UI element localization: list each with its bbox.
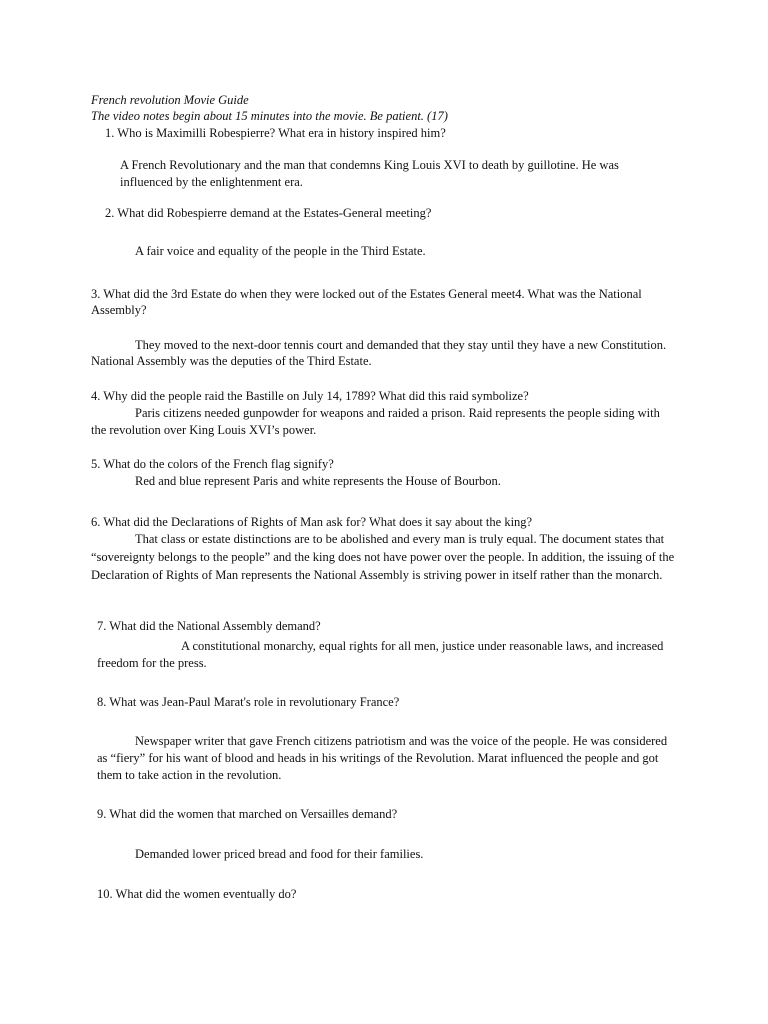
- answer-8-line-1: Newspaper writer that gave French citizens patriotism and was the voice of the people. He was considered: [135, 734, 668, 748]
- answer-3-line-2: National Assembly was the deputies of the Third Estate.: [91, 354, 372, 368]
- answer-7-line-1: A constitutional monarchy, equal rights for all men, justice under reasonable laws, and increased: [181, 639, 664, 653]
- answer-9-line-1: Demanded lower priced bread and food for their families.: [135, 847, 424, 861]
- answer-6-line-1: That class or estate distinctions are to be abolished and every man is truly equal. The document states that: [135, 532, 665, 546]
- answer-3-line-1: They moved to the next-door tennis court and demanded that they stay until they have a new Constitution.: [135, 338, 667, 352]
- answer-8-line-2: as “fiery” for his want of blood and heads in his writings of the Revolution. Marat influenced the people and got: [97, 751, 659, 765]
- answer-4-line-2: the revolution over King Louis XVI’s power.: [91, 423, 317, 437]
- question-3-line-1: 3. What did the 3rd Estate do when they were locked out of the Estates General meet4. What was the National: [91, 287, 642, 301]
- question-8: 8. What was Jean-Paul Marat's role in revolutionary France?: [97, 695, 400, 709]
- question-3-line-2: Assembly?: [91, 303, 147, 317]
- answer-1-line-1: A French Revolutionary and the man that condemns King Louis XVI to death by guillotine. He was: [120, 158, 619, 172]
- answer-5-line-1: Red and blue represent Paris and white represents the House of Bourbon.: [135, 474, 501, 488]
- answer-4-line-1: Paris citizens needed gunpowder for weapons and raided a prison. Raid represents the people siding with: [135, 406, 660, 420]
- question-7: 7. What did the National Assembly demand?: [97, 619, 321, 633]
- question-6: 6. What did the Declarations of Rights of Man ask for? What does it say about the king?: [91, 515, 533, 529]
- answer-1-line-2: influenced by the enlightenment era.: [120, 175, 303, 189]
- answer-2-line-1: A fair voice and equality of the people in the Third Estate.: [135, 244, 426, 258]
- question-4: 4. Why did the people raid the Bastille on July 14, 1789? What did this raid symbolize?: [91, 389, 529, 403]
- question-9: 9. What did the women that marched on Versailles demand?: [97, 807, 398, 821]
- question-1: 1. Who is Maximilli Robespierre? What era in history inspired him?: [105, 126, 446, 140]
- answer-6-line-2: “sovereignty belongs to the people” and the king does not have power over the people. In addition, the issuing of the: [91, 550, 675, 564]
- question-2: 2. What did Robespierre demand at the Estates-General meeting?: [105, 206, 432, 220]
- question-5: 5. What do the colors of the French flag signify?: [91, 457, 334, 471]
- question-10: 10. What did the women eventually do?: [97, 887, 297, 901]
- answer-8-line-3: them to take action in the revolution.: [97, 768, 282, 782]
- answer-7-line-2: freedom for the press.: [97, 656, 207, 670]
- document-subtitle: The video notes begin about 15 minutes into the movie. Be patient. (17): [91, 109, 448, 123]
- answer-6-line-3: Declaration of Rights of Man represents the National Assembly is striving power in itself rather than the monarch.: [91, 568, 663, 582]
- document-title: French revolution Movie Guide: [91, 93, 249, 107]
